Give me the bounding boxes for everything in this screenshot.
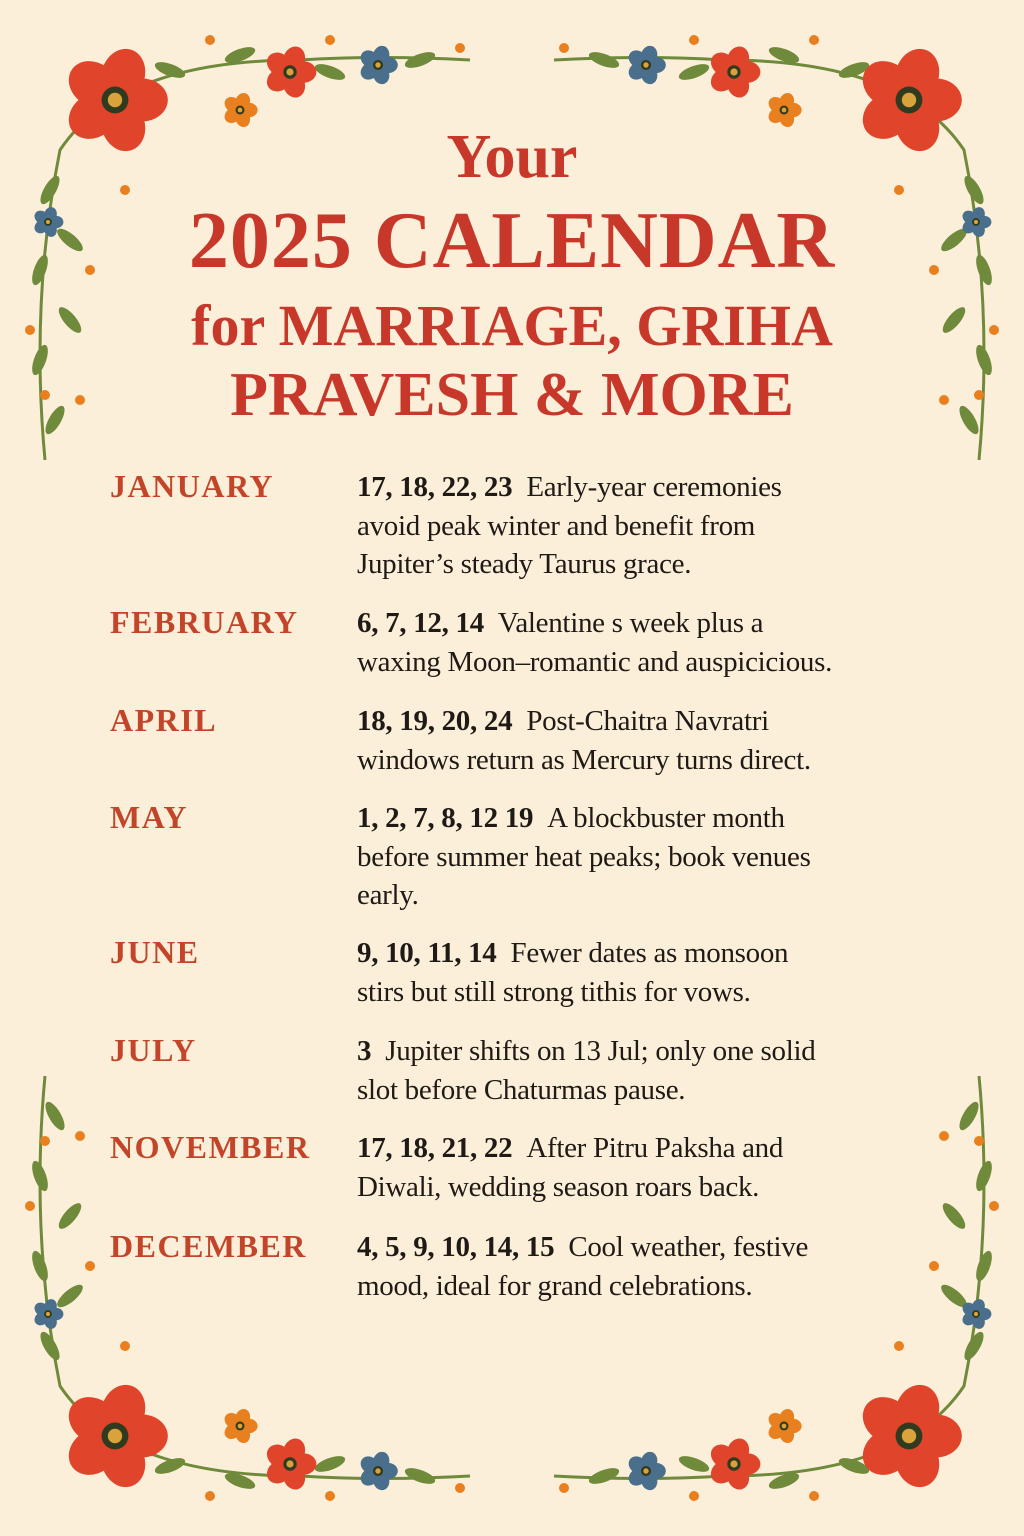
red-flower-icon (854, 1379, 962, 1493)
description-line (357, 1228, 808, 1267)
description-line (357, 702, 811, 741)
leaf-icon (313, 61, 347, 83)
bud-icon (894, 1341, 904, 1351)
blue-flower-icon (357, 1450, 398, 1493)
orange-flower-icon (222, 1407, 258, 1445)
month-description (357, 1129, 783, 1206)
month-label: DECEMBER (110, 1228, 307, 1264)
description-line (357, 1267, 808, 1306)
auspicious-dates: 17, 18, 22, 23 (357, 471, 513, 503)
auspicious-dates: 4, 5, 9, 10, 14, 15 (357, 1231, 555, 1263)
leaf-icon (42, 1099, 68, 1133)
bud-icon (939, 1131, 949, 1141)
description-line (357, 799, 811, 838)
bud-icon (25, 1201, 35, 1211)
description-text: A blockbuster month (547, 802, 785, 834)
description-text: stirs but still strong tithis for vows. (357, 975, 751, 1008)
bud-icon (559, 43, 569, 53)
leaf-icon (29, 1249, 51, 1283)
description-line (357, 468, 782, 507)
description-text: Jupiter shifts on 13 Jul; only one solid (385, 1035, 816, 1067)
description-text: windows return as Mercury turns direct. (357, 743, 811, 776)
bud-icon (205, 1491, 215, 1501)
auspicious-dates: 18, 19, 20, 24 (357, 705, 513, 737)
leaf-icon (153, 1455, 187, 1477)
description-line (357, 934, 788, 973)
description-line (357, 1168, 783, 1207)
leaf-icon (677, 1453, 711, 1475)
month-label: JUNE (110, 934, 200, 970)
title-line-marriage: for MARRIAGE, GRIHA (191, 293, 833, 358)
description-text: Fewer dates as monsoon (510, 937, 789, 969)
bud-icon (929, 1261, 939, 1271)
red-flower-icon (706, 1436, 760, 1493)
bud-icon (809, 35, 819, 45)
leaf-icon (973, 1249, 995, 1283)
leaf-icon (153, 59, 187, 81)
auspicious-dates: 6, 7, 12, 14 (357, 607, 484, 639)
red-flower-icon (60, 1379, 168, 1493)
description-text: Diwali, wedding season roars back. (357, 1170, 760, 1203)
month-description (357, 702, 811, 779)
month-label: JULY (110, 1032, 197, 1068)
bud-icon (989, 1201, 999, 1211)
description-line (357, 876, 811, 915)
leaf-icon (587, 49, 621, 71)
red-flower-icon (706, 44, 760, 101)
red-flower-icon (262, 1436, 316, 1493)
leaf-icon (55, 1200, 85, 1232)
description-text: Valentine s week plus a (497, 607, 764, 639)
month-description (357, 468, 782, 584)
leaf-icon (313, 1453, 347, 1475)
bud-icon (85, 1261, 95, 1271)
month-label: FEBRUARY (110, 604, 299, 640)
bud-icon (455, 43, 465, 53)
month-label: NOVEMBER (110, 1129, 311, 1165)
title-line-calendar: 2025 CALENDAR (188, 197, 836, 285)
description-line (357, 1071, 815, 1110)
month-description (357, 799, 811, 915)
auspicious-dates: 17, 18, 21, 22 (357, 1132, 513, 1164)
bud-icon (974, 1136, 984, 1146)
bud-icon (325, 1491, 335, 1501)
auspicious-dates: 3 (357, 1035, 372, 1067)
leaf-icon (403, 1465, 437, 1487)
month-description (357, 934, 788, 1011)
leaf-icon (939, 1200, 969, 1232)
bud-icon (40, 1136, 50, 1146)
bud-icon (809, 1491, 819, 1501)
bud-icon (559, 1483, 569, 1493)
bud-icon (325, 35, 335, 45)
description-text: slot before Chaturmas pause. (357, 1073, 686, 1106)
blue-flower-icon (625, 44, 666, 87)
description-text: Cool weather, festive (568, 1231, 809, 1263)
description-text: Early-year ceremonies (526, 471, 782, 503)
leaf-icon (677, 61, 711, 83)
blue-flower-icon (357, 44, 398, 87)
bud-icon (689, 1491, 699, 1501)
month-description (357, 1032, 815, 1109)
description-text: mood, ideal for grand celebrations. (357, 1269, 753, 1302)
description-line (357, 604, 832, 643)
month-description (357, 604, 832, 681)
bud-icon (455, 1483, 465, 1493)
red-flower-icon (262, 44, 316, 101)
description-line (357, 1032, 815, 1071)
description-line (357, 838, 811, 877)
leaf-icon (587, 1465, 621, 1487)
leaf-icon (956, 1099, 982, 1133)
description-line (357, 643, 832, 682)
leaf-icon (403, 49, 437, 71)
description-text: waxing Moon–romantic and auspicicious. (357, 645, 833, 678)
month-label: MAY (110, 799, 188, 835)
auspicious-dates: 9, 10, 11, 14 (357, 937, 497, 969)
month-description (357, 1228, 808, 1305)
bud-icon (75, 1131, 85, 1141)
bud-icon (120, 1341, 130, 1351)
auspicious-dates: 1, 2, 7, 8, 12 19 (357, 802, 534, 834)
description-text: early. (357, 879, 419, 911)
leaf-icon (973, 1159, 995, 1193)
blue-flower-icon (625, 1450, 666, 1493)
bud-icon (205, 35, 215, 45)
description-line (357, 545, 782, 584)
leaf-icon (54, 1281, 86, 1311)
description-text: before summer heat peaks; book venues (357, 840, 811, 873)
bud-icon (689, 35, 699, 45)
month-label: JANUARY (110, 468, 275, 504)
leaf-icon (29, 1159, 51, 1193)
description-line (357, 507, 782, 546)
title-line-pravesh: PRAVESH & MORE (230, 361, 794, 429)
title-line-your: Your (446, 123, 578, 191)
description-text: Jupiter’s steady Taurus grace. (357, 548, 692, 580)
month-label: APRIL (110, 702, 218, 738)
description-text: avoid peak winter and benefit from (357, 509, 756, 542)
description-text: After Pitru Paksha and (526, 1132, 784, 1164)
orange-flower-icon (766, 1407, 802, 1445)
description-line (357, 1129, 783, 1168)
description-line (357, 741, 811, 780)
description-text: Post-Chaitra Navratri (526, 705, 769, 737)
description-line (357, 973, 788, 1012)
